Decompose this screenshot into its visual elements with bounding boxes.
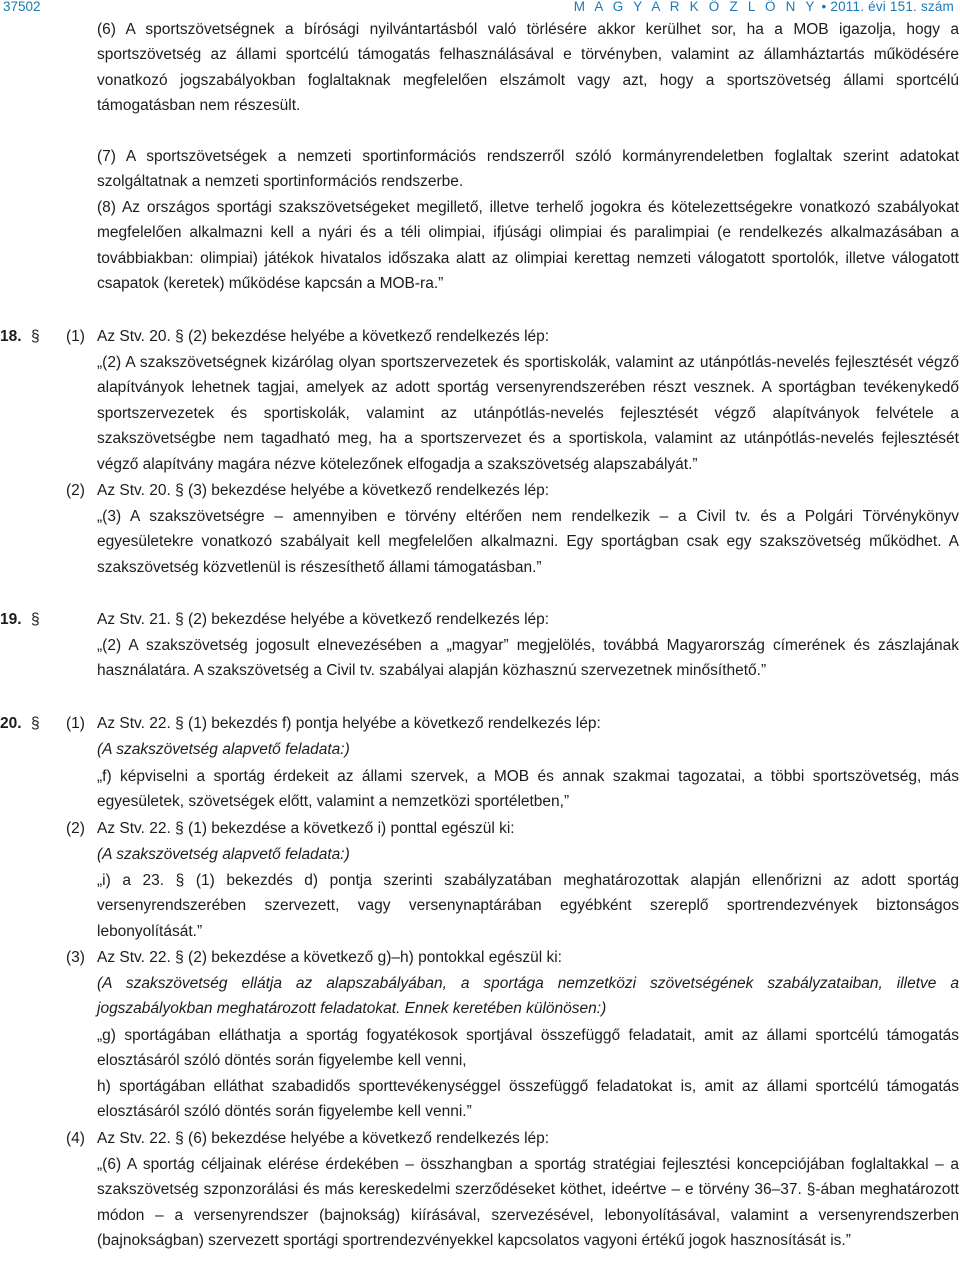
s18-sub2-intro: Az Stv. 20. § (3) bekezdése helyébe a következő rendelkezés lép: [97, 482, 550, 499]
section-20-symbol: § [31, 715, 40, 732]
issue-number: 2011. évi 151. szám [830, 0, 954, 14]
paragraph-7: (7) A sportszövetségek a nemzeti sportinformációs rendszerről szóló kormányrendeletben foglaltak szerint adatokat szolgáltatnak a nemzeti sportinformációs rendszerbe. [97, 148, 959, 191]
s20-sub4-number: (4) [66, 1130, 85, 1147]
s20-sub1-intro: Az Stv. 22. § (1) bekezdés f) pontja helyébe a következő rendelkezés lép: [97, 715, 601, 732]
s19-text: „(2) A szakszövetség jogosult elnevezésében a „magyar” megjelölés, továbbá Magyarország címerének és zászlajának használatára. A szakszövetség a Civil tv. szabályai alapján közhasznú szervezetnek minősíthető.” [97, 637, 959, 680]
s20-sub3-text-g: „g) sportágában elláthatja a sportág fogyatékosok sportjával összefüggő feladatait, amit az állami sportcélú támogatás elosztásáról szóló döntés során figyelembe kell venni, [97, 1027, 959, 1070]
paragraph-8: (8) Az országos sportági szakszövetségeket megillető, illetve terhelő jogokra és kötelezettségekre vonatkozó szabályokat megfelelően alkalmazni kell a nyári és a téli olimpiai, ifjúsági olimpiai és paralimpiai (e rendelkezés alkalmazásában a továbbiakban: olimpiai) játékok hivatalos időszaka alatt az olimpiai kerettag nemzeti válogatott sportolók, illetve válogatott csapatok (keretek) működése kapcsán a MOB-ra.” [97, 199, 959, 293]
s20-sub4-intro: Az Stv. 22. § (6) bekezdése helyébe a következő rendelkezés lép: [97, 1130, 550, 1147]
section-19-symbol: § [31, 611, 40, 628]
s20-sub1-text: „f) képviselni a sportág érdekeit az állami szervek, a MOB és annak szakmai tagozatai, a többi sportszövetség, más egyesületek, szövetségek előtt, valamint a nemzetközi sportéletben,” [97, 768, 959, 811]
s18-sub2-number: (2) [66, 482, 85, 499]
section-19-number: 19. [0, 611, 22, 628]
bullet-separator: • [821, 0, 827, 14]
s20-sub1-number: (1) [66, 715, 85, 732]
s20-sub3-text-h: h) sportágában elláthat szabadidős sporttevékenységgel összefüggő feladatokat is, amit az állami sportcélú támogatás elosztásáról szóló döntés során figyelembe kell venni.” [97, 1078, 959, 1121]
section-20-number: 20. [0, 715, 22, 732]
page-header [0, 0, 960, 14]
s20-sub3-number: (3) [66, 949, 85, 966]
s20-sub2-intro: Az Stv. 22. § (1) bekezdése a következő i) ponttal egészül ki: [97, 820, 515, 837]
s18-sub1-number: (1) [66, 328, 85, 345]
s18-sub1-text: „(2) A szakszövetségnek kizárólag olyan sportszervezetek és sportiskolák, valamint az utánpótlás-nevelés fejlesztését végző alapítványok lehetnek tagjai, amelyek az adott sportág versenyrendszerében részt vesznek. A sportágban tevékenykedő sportszervezetek és sportiskolák, valamint az utánpótlás-nevelés fejlesztését végző alapítványok felvétele a szakszövetségbe nem tagadható meg, ha a sportszervezet és a sportiskola, valamint az utánpótlás-nevelés fejlesztését végző alapítvány magára nézve kötelezőnek elfogadja a szakszövetség alapszabályát.” [97, 354, 959, 473]
section-18-symbol: § [31, 328, 40, 345]
journal-title [574, 0, 954, 14]
s18-sub1-intro: Az Stv. 20. § (2) bekezdése helyébe a következő rendelkezés lép: [97, 328, 550, 345]
s20-sub2-number: (2) [66, 820, 85, 837]
s20-sub2-text: „i) a 23. § (1) bekezdés d) pontja szerinti szabályzatában meghatározottak alapján ellenőrizni az adott sportág versenyrendszerében szervezett, vagy versenynaptárában egyébként szereplő sportrendezvények biztonságos lebonyolítását.” [97, 872, 959, 940]
s20-sub2-italic: (A szakszövetség alapvető feladata:) [97, 846, 350, 863]
journal-name: M A G Y A R K Ö Z L Ö N Y [573, 0, 818, 14]
paragraph-6: (6) A sportszövetségnek a bírósági nyilvántartásból való törlésére akkor kerülhet sor, ha a MOB igazolja, hogy a sportszövetség az állami sportcélú támogatás felhasználásával e törvényben, valamint az államháztartás működésére vonatkozó jogszabályokban foglaltaknak megfelelően elszámolt vagy azt, hogy a sportszövetség állami sportcélú támogatásban nem részesült. [97, 21, 959, 115]
s20-sub1-italic: (A szakszövetség alapvető feladata:) [97, 741, 350, 758]
section-18-number: 18. [0, 328, 22, 345]
s19-intro: Az Stv. 21. § (2) bekezdése helyébe a következő rendelkezés lép: [97, 611, 550, 628]
page-number: 37502 [3, 0, 41, 14]
s20-sub3-intro: Az Stv. 22. § (2) bekezdése a következő g)–h) pontokkal egészül ki: [97, 949, 562, 966]
s20-sub3-italic: (A szakszövetség ellátja az alapszabályában, a sportága nemzetközi szövetségének szabályzataiban, illetve a jogszabályokban meghatározott feladatokat. Ennek keretében különösen:) [97, 975, 959, 1018]
s18-sub2-text: „(3) A szakszövetségre – amennyiben e törvény eltérően nem rendelkezik – a Civil tv. és a Polgári Törvénykönyv egyesületekre vonatkozó szabályait kell megfelelően alkalmazni. Egy sportágban csak egy szakszövetség működhet. A szakszövetség közvetlenül is részesíthető állami támogatásban.” [97, 508, 959, 576]
s20-sub4-text: „(6) A sportág céljainak elérése érdekében – összhangban a sportág stratégiai fejlesztési koncepciójában foglaltakkal – a szakszövetség szponzorálási és más kereskedelmi szerződéseket köthet, ideértve – e törvény 36–37. §-ában meghatározott módon – a versenyrendszer (bajnokság) kiírásával, szervezésével, lebonyolításával, valamint a versenyrendszerben (bajnokságban) szervezett sportági sportrendezvényekkel kapcsolatos vagyoni értékű jogok hasznosítását is.” [97, 1156, 959, 1250]
